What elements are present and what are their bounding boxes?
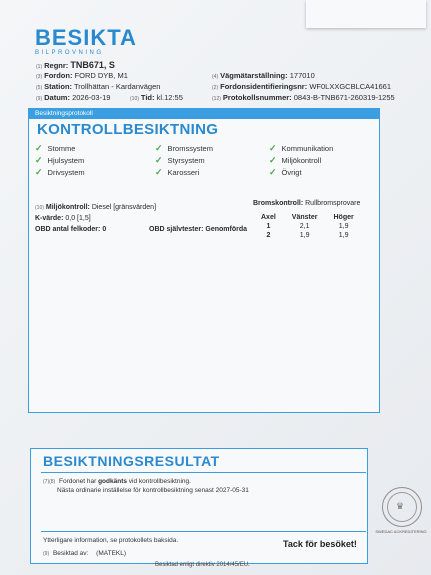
field-datum: (9) Datum: 2026-03-19 bbox=[36, 93, 111, 102]
table-row: 2 1,9 1,9 bbox=[266, 232, 349, 239]
protocol-box bbox=[28, 108, 380, 413]
item-kommunikation: ✓ Kommunikation bbox=[269, 143, 334, 153]
protocol-header-bar: Besiktningsprotokoll bbox=[29, 109, 379, 119]
item-styrsystem: ✓ Styrsystem bbox=[155, 155, 205, 165]
table-row: 1 2,1 1,9 bbox=[266, 223, 349, 230]
field-station: (5) Station: Trollhättan - Kardanvägen bbox=[36, 82, 161, 91]
field-fordonsid: (2) Fordonsidentifieringsnr: WF0LXXGCBLCA41661 bbox=[212, 82, 392, 91]
field-regnr: (1) Regnr: TNB671, S bbox=[36, 60, 115, 70]
check-icon: ✓ bbox=[155, 167, 163, 177]
item-ovrigt: ✓ Övrigt bbox=[269, 167, 302, 177]
obd-sjalvtester-line: OBD självtester: Genomförda bbox=[149, 226, 248, 233]
obd-felkoder-line: OBD antal felkoder: 0 bbox=[35, 226, 107, 233]
item-hjulsystem: ✓ Hjulsystem bbox=[35, 155, 85, 165]
item-stomme: ✓ Stomme bbox=[35, 143, 76, 153]
item-bromssystem: ✓ Bromssystem bbox=[155, 143, 213, 153]
item-drivsystem: ✓ Drivsystem bbox=[35, 167, 85, 177]
crown-icon: ♛ bbox=[396, 501, 405, 511]
protocol-title: KONTROLLBESIKTNING bbox=[37, 121, 219, 138]
field-protokollnr: (12) Protokollsnummer: 0843-B-TNB671-260319-1255 bbox=[212, 93, 395, 102]
check-icon: ✓ bbox=[269, 143, 277, 153]
result-title: BESIKTNINGSRESULTAT bbox=[43, 453, 220, 469]
brake-table bbox=[253, 213, 362, 240]
thanks-text: Tack för besöket! bbox=[283, 539, 357, 549]
check-icon: ✓ bbox=[155, 143, 163, 153]
divider bbox=[41, 472, 366, 473]
check-icon: ✓ bbox=[35, 143, 43, 153]
bromskontroll-line: Bromskontroll: Rullbromsprovare bbox=[253, 200, 361, 207]
more-info-line: Ytterligare information, se protokollets baksida. bbox=[43, 537, 179, 544]
besiktad-av-line: (9) Besiktad av: (MATEKL) bbox=[43, 550, 127, 557]
kvarde-line: K-värde: 0,0 [1,5] bbox=[35, 215, 91, 222]
field-tid: (10) Tid: kl.12:55 bbox=[130, 93, 183, 102]
attached-note bbox=[306, 0, 426, 28]
result-box bbox=[30, 448, 368, 564]
item-miljokontroll: ✓ Miljökontroll bbox=[269, 155, 322, 165]
seal-text: SWEDAC ACKREDITERING bbox=[375, 529, 427, 534]
check-icon: ✓ bbox=[35, 167, 43, 177]
brake-table-header: Axel Vänster Höger bbox=[261, 214, 354, 221]
swedac-seal bbox=[382, 487, 422, 527]
besikta-logo: BESIKTA BILPROVNING bbox=[35, 25, 137, 56]
item-karosseri: ✓ Karosseri bbox=[155, 167, 200, 177]
field-vagmatare: (4) Vägmätarställning: 177010 bbox=[212, 71, 315, 80]
divider bbox=[41, 531, 366, 532]
miljokontroll-line: (10) Miljökontroll: Diesel [gränsvärden] bbox=[35, 204, 157, 211]
check-icon: ✓ bbox=[35, 155, 43, 165]
field-fordon: (3) Fordon: FORD DYB, M1 bbox=[36, 71, 128, 80]
check-icon: ✓ bbox=[155, 155, 163, 165]
check-icon: ✓ bbox=[269, 155, 277, 165]
check-icon: ✓ bbox=[269, 167, 277, 177]
next-inspection-line: Nästa ordinarie inställelse för kontrollbesiktning senast 2027-05-31 bbox=[57, 487, 249, 494]
result-approved-line: (7)(8) Fordonet har godkänts vid kontrollbesiktning. bbox=[43, 478, 191, 485]
footer-text: Besiktad enligt direktiv 2014/45/EU. bbox=[155, 562, 250, 568]
